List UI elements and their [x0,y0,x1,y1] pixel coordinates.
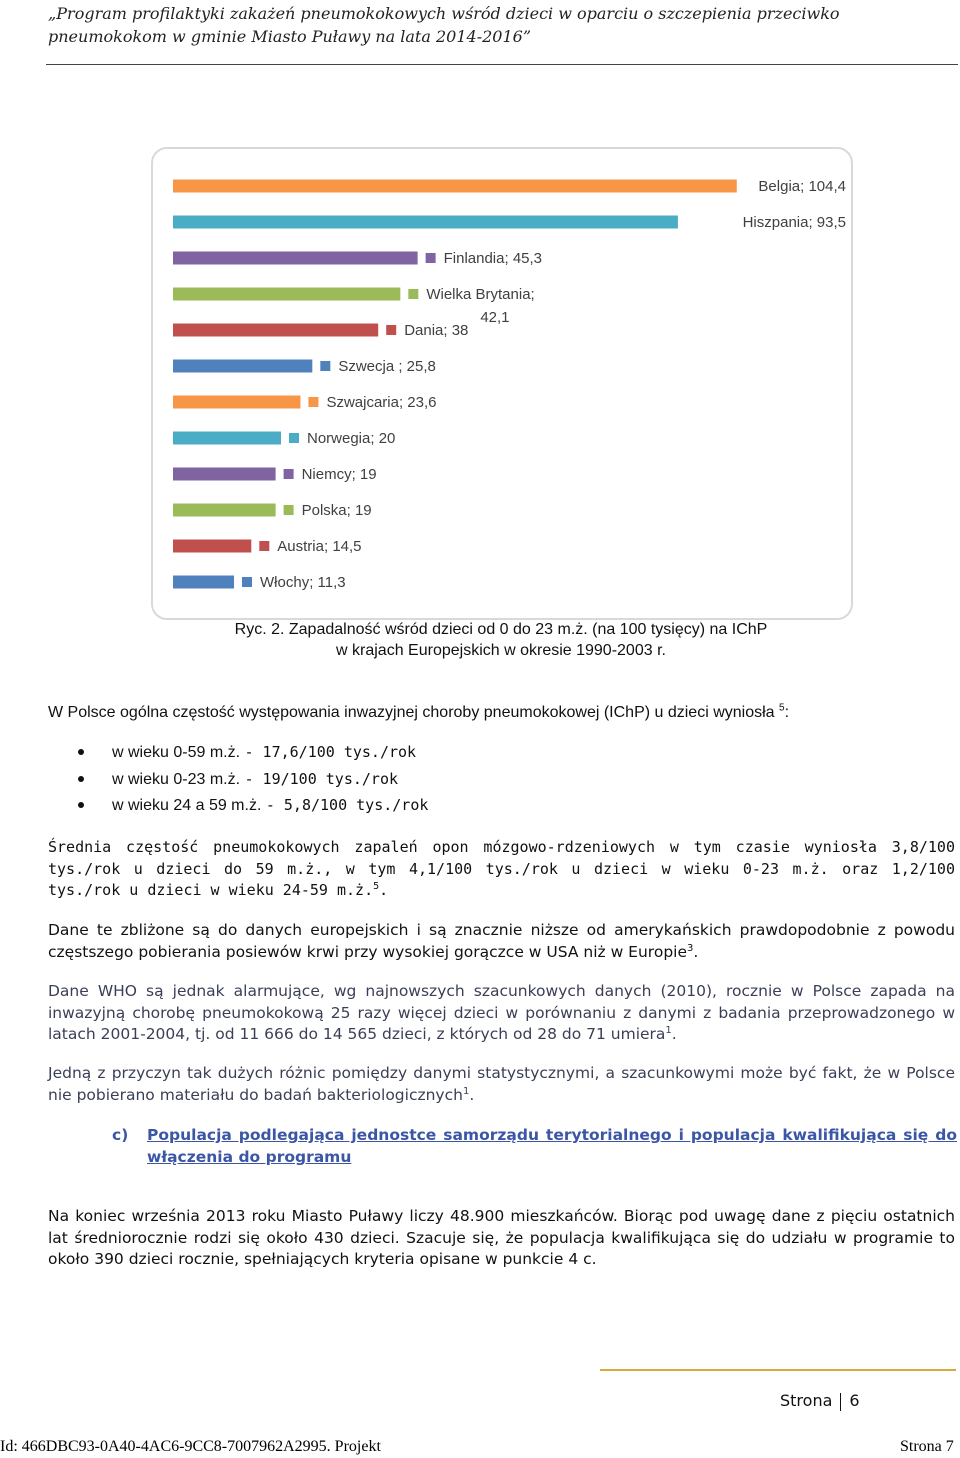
list-item [78,740,428,767]
paragraph-who [48,981,955,1046]
intro-paragraph [48,702,955,724]
footer-divider [600,1369,956,1371]
bullet-value: - 5,8/100 tys./rok [265,796,429,814]
bar-szwajcaria [173,396,300,409]
list-item [78,767,428,794]
page-number: 6 [849,1391,860,1410]
label-swatch [408,289,418,299]
bar-polska [173,504,276,517]
data-label: Szwajcaria; 23,6 [326,394,437,411]
bar-szwecja [173,360,312,373]
data-label: 42,1 [480,309,510,326]
data-label: Austria; 14,5 [277,538,362,555]
intro-text: W Polsce ogólna częstość występowania inwazyjnej choroby pneumokokowej (IChP) u dzieci wyniosła [48,704,780,721]
paragraph-comparison [48,920,955,963]
page-number-block [780,1391,860,1411]
data-label: Hiszpania; 93,5 [742,214,846,231]
bar-dania [173,324,378,337]
label-swatch [308,397,318,407]
data-label: Dania; 38 [404,322,469,339]
bullet-label: w wieku 0-23 m.ż. [112,770,245,788]
paragraph-text: Jedną z przyczyn tak dużych różnic pomiędzy danymi statystycznymi, a szacunkowymi może być fakt, że w Polsce nie pobierano materiału do badań bakteriologicznych [48,1064,955,1104]
data-label: Belgia; 104,4 [758,178,846,195]
page-separator [840,1393,841,1411]
data-label: Wielka Brytania; [426,286,535,303]
bullet-value: - 17,6/100 tys./rok [244,743,417,761]
bar-norwegia [173,432,281,445]
section-marker: c) [112,1126,129,1144]
data-label: Polska; 19 [301,502,372,519]
footnote-ref: 5 [779,702,785,714]
bar-niemcy [173,468,276,481]
paragraph-text: Dane te zbliżone są do danych europejskich i są znacznie niższe od amerykańskich prawdopodobnie z powodu częstszego pobierania posiewów krwi przy wysokiej gorączce w USA niż w Europie [48,921,955,961]
bullet-label: w wieku 24 a 59 m.ż. [112,797,266,814]
bar-finlandia [173,252,418,265]
label-swatch [289,433,299,443]
bar-austria [173,540,251,553]
data-label: Norwegia; 20 [307,430,396,447]
paragraph-text: Dane WHO są jednak alarmujące, wg najnowszych szacunkowych danych (2010), rocznie w Polsce zapada na inwazyjną chorobę pneumokokową 25 razy więcej dzieci w porównaniu z danymi z badania przeprowadzonego w latach 2001-2004, tj. od 11 666 do 14 565 dzieci, z których od 28 do 71 umiera [48,982,955,1043]
footnote-ref: 1 [462,1085,470,1097]
document-page: Strona 7 [900,1438,954,1455]
paragraph-meningitis [48,837,955,902]
document-id: Id: 466DBC93-0A40-4AC6-9CC8-7007962A2995. Projekt [0,1438,381,1455]
label-swatch [284,469,294,479]
label-swatch [284,505,294,515]
chart-frame [151,147,853,620]
paragraph-population: Na koniec września 2013 roku Miasto Puławy liczy 48.900 mieszkańców. Biorąc pod uwagę dane z pięciu ostatnich lat średniorocznie rodzi się około 430 dzieci. Szacuje się, że populacja kwalifikująca się do udziału w programie to około 390 dzieci rocznie, spełniających kryteria opisane w punkcie 4 c. [48,1207,955,1268]
paragraph-end: . [379,881,389,899]
paragraph-end: . [671,1025,677,1043]
label-swatch [242,577,252,587]
bullet-value: - 19/100 tys./rok [244,769,399,788]
label-swatch [386,325,396,335]
bar-belgia [173,180,737,193]
footnote-ref: 5 [373,881,380,892]
label-swatch [426,253,436,263]
bar-hiszpania [173,216,678,229]
paragraph-differences [48,1063,955,1106]
figure-caption-line-2: w krajach Europejskich w okresie 1990-2003 r. [336,642,666,659]
intro-colon: : [784,704,790,721]
label-swatch [259,541,269,551]
incidence-list [78,740,428,820]
figure-caption-line-1: Ryc. 2. Zapadalność wśród dzieci od 0 do 23 m.ż. (na 100 tysięcy) na IChP [234,621,768,638]
page-label: Strona [780,1391,833,1410]
data-label: Finlandia; 45,3 [443,250,543,267]
data-label: Włochy; 11,3 [260,574,346,591]
list-item [78,793,428,820]
data-label: Szwecja ; 25,8 [338,358,436,375]
data-label: Niemcy; 19 [301,466,377,483]
bullet-label: w wieku 0-59 m.ż. [112,744,245,761]
bar-włochy [173,576,234,589]
section-c-heading [112,1124,957,1168]
bar-chart [153,149,855,622]
footnote-ref: 1 [665,1024,672,1036]
document-header-title: „Program profilaktyki zakażeń pneumokokowych wśród dzieci w oparciu o szczepienia przeciwko pneumokokom w gminie Miasto Puławy na lata 2014-2016” [48,4,840,46]
bar-wielka-brytania [173,288,400,301]
paragraph-end: . [693,942,699,961]
footnote-ref: 3 [687,942,694,954]
paragraph-end: . [469,1085,475,1104]
header-divider [46,64,958,65]
section-title-link[interactable]: Populacja podlegająca jednostce samorządu terytorialnego i populacja kwalifikująca się do włączenia do programu [147,1126,957,1166]
paragraph-text: Średnia częstość pneumokokowych zapaleń opon mózgowo-rdzeniowych w tym czasie wyniosła 3,8/100 tys./rok u dzieci do 59 m.ż., w tym 4,1/100 tys./rok u dzieci w wieku 0-23 m.ż. oraz 1,2/100 tys./rok u dzieci w wieku 24-59 m.ż. [48,838,955,899]
label-swatch [320,361,330,371]
